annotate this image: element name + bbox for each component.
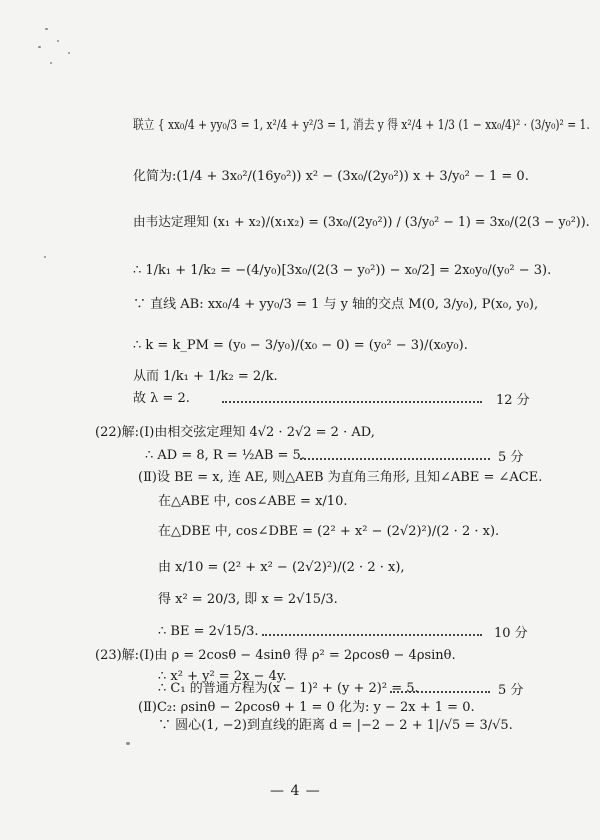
score-label: 5 分	[498, 683, 524, 698]
score-label: 10 分	[494, 626, 528, 641]
solution-line: 由韦达定理知 (x₁ + x₂)/(x₁x₂) = (3x₀/(2y₀²)) / (3/y₀² − 1) = 3x₀/(2(3 − y₀²)).	[133, 215, 590, 230]
score-leader	[222, 401, 482, 403]
solution-line: 故 λ = 2.	[133, 391, 190, 406]
score-label: 5 分	[498, 450, 524, 465]
solution-line: 得 x² = 20/3, 即 x = 2√15/3.	[158, 592, 338, 607]
score-label: 12 分	[496, 393, 530, 408]
scan-speck	[50, 62, 52, 64]
solution-line: ∴ AD = 8, R = ½AB = 5.	[145, 448, 305, 463]
score-leader	[300, 458, 490, 460]
score-leader	[390, 691, 490, 693]
solution-line: ∴ BE = 2√15/3.	[158, 624, 259, 639]
solution-line: 从而 1/k₁ + 1/k₂ = 2/k.	[133, 369, 278, 384]
page-number: — 4 —	[270, 783, 321, 799]
scan-speck	[44, 256, 46, 258]
scan-speck	[38, 46, 41, 48]
solution-line: 联立 { xx₀/4 + yy₀/3 = 1, x²/4 + y²/3 = 1, 消去 y 得 x²/4 + 1/3 (1 − xx₀/4)² · (3/y₀)² = 1.	[133, 118, 590, 133]
score-leader	[262, 634, 482, 636]
solution-line: 由 x/10 = (2² + x² − (2√2)²)/(2 · 2 · x),	[158, 560, 405, 575]
solution-line: 在△DBE 中, cos∠DBE = (2² + x² − (2√2)²)/(2 · 2 · x).	[158, 524, 500, 539]
solution-line: ∴ k = k_PM = (y₀ − 3/y₀)/(x₀ − 0) = (y₀² − 3)/(x₀y₀).	[133, 338, 468, 353]
solution-line: ∵ 直线 AB: xx₀/4 + yy₀/3 = 1 与 y 轴的交点 M(0, 3/y₀), P(x₀, y₀),	[133, 297, 539, 312]
solution-line: 化简为:(1/4 + 3x₀²/(16y₀²)) x² − (3x₀/(2y₀²)) x + 3/y₀² − 1 = 0.	[133, 169, 529, 184]
solution-line: (Ⅱ)设 BE = x, 连 AE, 则△AEB 为直角三角形, 且知∠ABE = ∠ACE.	[138, 470, 543, 485]
solution-line: 在△ABE 中, cos∠ABE = x/10.	[158, 494, 348, 509]
scan-speck	[126, 742, 130, 745]
solution-line: ∴ x² + y² = 2x − 4y.	[158, 669, 287, 684]
scan-speck	[45, 28, 48, 30]
solution-line: ∵ 圆心(1, −2)到直线的距离 d = |−2 − 2 + 1|/√5 = 3/√5.	[158, 718, 513, 733]
solution-line: ∴ 1/k₁ + 1/k₂ = −(4/y₀)[3x₀/(2(3 − y₀²)) − x₀/2] = 2x₀y₀/(y₀² − 3).	[133, 263, 552, 278]
solution-line: (Ⅱ)C₂: ρsinθ − 2ρcosθ + 1 = 0 化为: y − 2x + 1 = 0.	[138, 700, 475, 715]
solution-line: (22)解:(Ⅰ)由相交弦定理知 4√2 · 2√2 = 2 · AD,	[95, 425, 375, 440]
solution-line: ∴ C₁ 的普通方程为(x − 1)² + (y + 2)² = 5.	[158, 681, 419, 696]
scan-speck	[68, 52, 70, 54]
scan-speck	[57, 40, 59, 42]
solution-line: (23)解:(Ⅰ)由 ρ = 2cosθ − 4sinθ 得 ρ² = 2ρcosθ − 4ρsinθ.	[95, 648, 456, 663]
